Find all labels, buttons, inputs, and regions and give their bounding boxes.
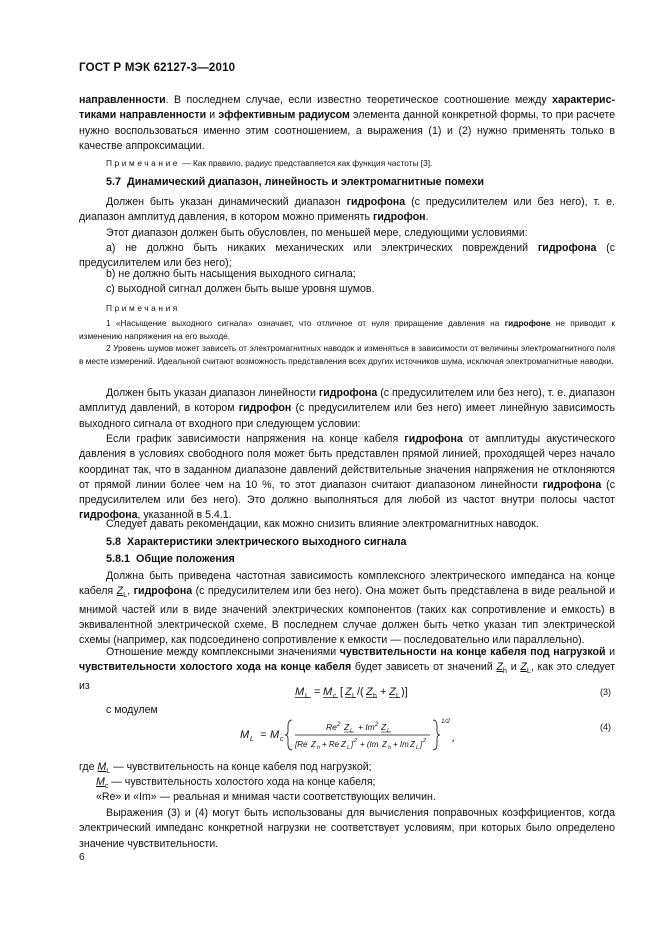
notes-label bbox=[106, 302, 615, 315]
section-number: 5.8.1 bbox=[106, 553, 131, 565]
svg-text:1/2: 1/2 bbox=[441, 718, 451, 725]
term-open-circuit-sensitivity: чувствительности холостого хода на конце кабеля bbox=[79, 661, 352, 674]
svg-text:+: + bbox=[380, 686, 387, 698]
symbol-z: Z bbox=[520, 661, 527, 674]
text: , bbox=[127, 585, 134, 598]
svg-text:,: , bbox=[452, 732, 456, 744]
svg-text:L: L bbox=[416, 745, 420, 751]
term-hydrophone: гидрофона bbox=[346, 196, 406, 208]
svg-text:+ Re: + Re bbox=[322, 740, 340, 749]
term-directivity: направленности bbox=[79, 94, 166, 106]
term-hydrophone: гидрофона bbox=[133, 585, 193, 598]
document-header: ГОСТ Р МЭК 62127-3—2010 bbox=[79, 62, 236, 74]
term-hydrophone: гидрофон bbox=[372, 211, 426, 224]
definition-ml: где $M_L$ — чувствительность на конце кабеля под нагрузкой; bbox=[79, 761, 372, 776]
svg-text:+ Im: + Im bbox=[358, 722, 375, 732]
svg-text:L: L bbox=[250, 736, 254, 743]
text: (с предусилителем или без него); bbox=[79, 242, 615, 270]
section-number: 5.7 bbox=[106, 176, 122, 188]
svg-text:[: [ bbox=[340, 686, 344, 698]
text: Если график зависимости напряжения на конце кабеля bbox=[106, 433, 405, 445]
svg-text:[Re: [Re bbox=[295, 740, 308, 749]
equation-3-number: (3) bbox=[600, 687, 611, 697]
svg-text:c: c bbox=[333, 693, 337, 700]
svg-text:)]: )] bbox=[401, 686, 408, 698]
svg-text:M: M bbox=[323, 686, 333, 698]
text: Должен быть указан динамический диапазон bbox=[106, 196, 347, 208]
list-item-b: b) не должно быть насыщения выходного сигнала; bbox=[106, 268, 356, 280]
svg-text:=: = bbox=[314, 686, 321, 698]
paragraph-impedance bbox=[79, 569, 615, 649]
text: от амплитуды акустического давления в условиях свободного поля может быть представлен прямой линией, проходящей через начало координат так, что в заданном диапазоне давлений действительные значения напряжения не отклоняются от прямой линии более чем на 10 %, то этот диапазон считают диапазоном линейности bbox=[79, 433, 615, 491]
svg-text:=: = bbox=[260, 729, 267, 741]
text: (с предусилителем или без него) имеет линейную зависимость выходного сигнала от входного при следующем условии: bbox=[79, 402, 616, 430]
with-modulus-label: с модулем bbox=[106, 704, 158, 716]
svg-text:L: L bbox=[387, 728, 391, 734]
equation-3 bbox=[295, 684, 415, 703]
svg-text:2: 2 bbox=[337, 722, 341, 728]
term-hydrophone: гидрофон bbox=[238, 402, 292, 415]
note-text: — Как правило, радиус представляется как функция частоты [3]. bbox=[180, 158, 433, 168]
note-radius bbox=[106, 157, 615, 170]
paragraph-directivity bbox=[79, 93, 615, 154]
text: (с предусилителем или без него). Это должно выполняться для любой из частот внутри полосы частот bbox=[79, 478, 615, 507]
term-loaded-sensitivity: чувствительности на конце кабеля под нагрузкой bbox=[339, 646, 606, 658]
text: (с предусилителем или без него). Она может быть представлена в виде реальной и мнимой частей или в виде значений электрических компонентов (таких как сопротивление и емкость) в эквивалентной электрической схеме. В последнем случае должен быть четко указан тип электрической схемы (например, как подсоединено сопротивление к емкости — последовательно или параллельно). bbox=[79, 585, 616, 647]
note-1-saturation bbox=[79, 317, 615, 342]
section-heading-5-7 bbox=[106, 176, 484, 188]
svg-text:h: h bbox=[373, 693, 377, 700]
svg-text:]: ] bbox=[351, 740, 354, 749]
subscript: L bbox=[123, 590, 128, 600]
paragraph-correction-factors: Выражения (3) и (4) могут быть использованы для вычисления поправочных коэффициентов, когда электрический импеданс конкретной нагрузки не соответствует условиям, при которых было определено значение чувствительности. bbox=[79, 807, 615, 850]
text: будет зависеть от значений bbox=[351, 661, 497, 674]
text: Отношение между комплексными значениями bbox=[106, 646, 340, 658]
svg-text:2: 2 bbox=[354, 738, 358, 744]
text: — чувствительность на конце кабеля под нагрузкой; bbox=[110, 761, 372, 773]
svg-text:2: 2 bbox=[423, 738, 427, 744]
text: 1 «Насыщение выходного сигнала» означает, что отличное от нуля приращение давления на bbox=[106, 318, 505, 328]
term-hydrophone: гидрофона bbox=[537, 242, 597, 254]
text: не приводит к изменению напряжения на его выходе. bbox=[79, 318, 615, 341]
text: и bbox=[507, 661, 521, 674]
term-hydrophone: гидрофона bbox=[542, 478, 602, 491]
term-hydrophone: гидрофона bbox=[79, 509, 138, 522]
note-2-noise: 2 Уровень шумов может зависеть от электромагнитных наводок и изменяться в зависимости от величины электромагнитного поля в месте измерений. Идеальной считают возможность представления всех других источников шума, исключая электромагнитные наводки. bbox=[79, 343, 615, 366]
term-directivity-characteristics: характерис-тиками направленности bbox=[79, 94, 615, 122]
svg-text:L: L bbox=[305, 693, 309, 700]
svg-text:h: h bbox=[317, 745, 321, 751]
svg-text:/(: /( bbox=[357, 686, 364, 698]
text: . В последнем случае, если известно теоретическое соотношение между bbox=[165, 94, 553, 106]
paragraph-recommendations: Следует давать рекомендации, как можно снизить влияние электромагнитных наводок. bbox=[106, 518, 539, 530]
section-heading-5-8-1 bbox=[106, 553, 235, 565]
section-title: Характеристики электрического выходного сигнала bbox=[127, 536, 407, 548]
svg-text:+ (Im: + (Im bbox=[360, 740, 379, 749]
paragraph-linearity-condition bbox=[79, 432, 615, 524]
equation-4 bbox=[240, 714, 470, 757]
term-effective-radius: эффективным радиусом bbox=[218, 109, 350, 122]
definition-re-im: «Re» и «Im» — реальная и мнимая части соответствующих величин. bbox=[96, 791, 436, 803]
subscript: h bbox=[502, 666, 508, 676]
subscript: L bbox=[526, 666, 531, 676]
svg-text:L: L bbox=[396, 693, 400, 700]
text: элемента данной конкретной формы, то при расчете нужно воспользоваться именно этим соотношением, а выражения (1) и (2) нужно применять только в качестве аппроксимации. bbox=[79, 109, 615, 152]
section-title: Общие положения bbox=[136, 553, 235, 565]
svg-text:Z: Z bbox=[311, 740, 316, 749]
svg-text:Z: Z bbox=[389, 686, 396, 698]
svg-text:Re: Re bbox=[326, 722, 337, 732]
svg-text:c: c bbox=[280, 736, 284, 743]
list-item-c: c) выходной сигнал должен быть выше уровня шумов. bbox=[106, 283, 375, 295]
svg-text:2: 2 bbox=[375, 722, 379, 728]
svg-text:]: ] bbox=[420, 740, 423, 749]
text: , указанной в 5.4.1. bbox=[137, 509, 232, 522]
text: Должна быть приведена частотная зависимость комплексного электрического импеданса на конце кабеля bbox=[79, 570, 615, 598]
svg-text:M: M bbox=[240, 729, 250, 741]
page-number: 6 bbox=[79, 852, 85, 863]
svg-text:+ Im: + Im bbox=[393, 740, 409, 749]
text: — чувствительность холостого хода на конце кабеля; bbox=[108, 776, 376, 788]
section-heading-5-8 bbox=[106, 536, 407, 548]
paragraph-linearity bbox=[79, 386, 615, 432]
svg-text:Z: Z bbox=[381, 722, 387, 732]
text: . bbox=[425, 211, 429, 224]
text: и bbox=[206, 109, 219, 122]
svg-text:Z: Z bbox=[366, 686, 373, 698]
text: (с предусилителем или без него), т. е. диапазон амплитуд давления, в котором можно применять bbox=[79, 196, 615, 224]
svg-text:Z: Z bbox=[410, 740, 415, 749]
svg-text:L: L bbox=[347, 745, 351, 751]
svg-text:L: L bbox=[352, 693, 356, 700]
svg-text:Z: Z bbox=[382, 740, 387, 749]
text: a) не должно быть никаких механических или электрических повреждений bbox=[106, 242, 538, 254]
eq3-ml: M bbox=[295, 686, 305, 698]
equation-4-number: (4) bbox=[600, 722, 611, 732]
text: Должен быть указан диапазон линейности bbox=[106, 387, 319, 399]
svg-text:M: M bbox=[270, 729, 280, 741]
text: , как это следует из bbox=[79, 661, 615, 692]
symbol-z: Z bbox=[496, 661, 503, 674]
svg-text:Z: Z bbox=[344, 722, 350, 732]
paragraph-dynamic-range bbox=[79, 195, 615, 226]
term-hydrophone: гидрофона bbox=[318, 387, 378, 399]
svg-text:L: L bbox=[350, 728, 354, 734]
note-label: Примечания bbox=[106, 303, 180, 313]
text: где bbox=[79, 761, 98, 773]
svg-text:Z: Z bbox=[345, 686, 352, 698]
svg-text:h: h bbox=[388, 745, 392, 751]
note-label: Примечание bbox=[106, 158, 181, 168]
svg-text:Z: Z bbox=[341, 740, 346, 749]
paragraph-conditions-intro: Этот диапазон должен быть обусловлен, по меньшей мере, следующими условиями: bbox=[106, 227, 528, 239]
symbol-z: Z bbox=[116, 585, 124, 598]
definition-mc: $M_c$ — чувствительность холостого хода на конце кабеля; bbox=[96, 776, 376, 791]
text: и bbox=[605, 646, 615, 658]
term-hydrophone: гидрофоне bbox=[504, 318, 551, 328]
section-title: Динамический диапазон, линейность и электромагнитные помехи bbox=[127, 176, 485, 188]
section-number: 5.8 bbox=[106, 536, 122, 548]
term-hydrophone: гидрофона bbox=[404, 433, 463, 445]
text: (с предусилителем или без него), т. е. диапазон амплитуд давлений, в котором bbox=[79, 387, 615, 415]
